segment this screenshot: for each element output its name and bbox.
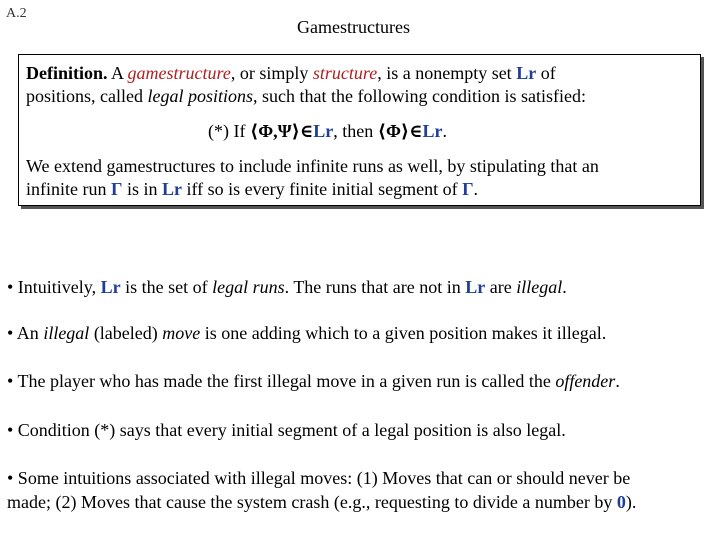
symbol-lr: Lr (422, 121, 443, 141)
text: is in (122, 179, 162, 199)
text: iff so is every finite initial segment of (181, 179, 463, 199)
text: made; (2) Moves that cause the system crash (e.g., requesting to divide a number by (7, 492, 617, 512)
symbol-lr: Lr (161, 179, 182, 199)
text: (*) If (208, 121, 250, 141)
definition-label: Definition. (26, 63, 108, 83)
text: . (562, 277, 567, 297)
term-legal-runs: legal runs (212, 277, 285, 297)
slide-title: Gamestructures (297, 17, 410, 37)
text: . (615, 371, 620, 391)
text: infinite run (26, 179, 111, 199)
condition-line (208, 121, 447, 142)
extension-line-1: We extend gamestructures to include infinite runs as well, by stipulating that an (26, 156, 599, 176)
text: A (107, 63, 128, 83)
bullet-1 (7, 277, 567, 298)
text: , then (333, 121, 378, 141)
text: . (473, 179, 479, 199)
number-zero: 0 (616, 492, 626, 512)
bullet-4: • Condition (*) says that every initial segment of a legal position is also legal. (7, 420, 566, 440)
bullet-5-line-2 (7, 492, 636, 513)
definition-box (18, 54, 701, 206)
term-illegal: illegal (43, 323, 90, 343)
text: positions, called (26, 86, 148, 106)
text: . The runs that are not in (284, 277, 466, 297)
term-illegal: illegal (516, 277, 563, 297)
term-offender: offender (555, 371, 616, 391)
bullet-5-line-1: • Some intuitions associated with illegal moves: (1) Moves that can or should never be (7, 468, 631, 488)
text: , is a nonempty set (377, 63, 517, 83)
term-move: move (162, 323, 201, 343)
formula: ⟨Φ,Ψ⟩∈ (249, 121, 314, 141)
formula: ⟨Φ⟩∈ (377, 121, 423, 141)
extension-line-2 (26, 179, 478, 200)
symbol-lr: Lr (313, 121, 334, 141)
symbol-lr: Lr (516, 63, 537, 83)
term-structure: structure (312, 63, 378, 83)
text: • An (7, 323, 44, 343)
symbol-gamma: Γ (462, 179, 474, 199)
text: . (442, 121, 447, 141)
text: • Intuitively, (7, 277, 101, 297)
symbol-gamma: Γ (110, 179, 123, 199)
text: , such that the following condition is satisfied: (253, 86, 586, 106)
text: are (485, 277, 517, 297)
term-legal-positions: legal positions (147, 86, 253, 106)
symbol-lr: Lr (465, 277, 486, 297)
text: is one adding which to a given position makes it illegal. (200, 323, 607, 343)
definition-line-2 (26, 86, 586, 107)
text: • The player who has made the first illegal move in a given run is called the (7, 371, 556, 391)
text: (labeled) (89, 323, 163, 343)
term-gamestructure: gamestructure (127, 63, 231, 83)
text: , or simply (230, 63, 313, 83)
text: of (536, 63, 556, 83)
text: is the set of (120, 277, 213, 297)
definition-line-1 (26, 63, 556, 84)
bullet-2 (7, 323, 606, 344)
slide-number: A.2 (6, 6, 27, 21)
symbol-lr: Lr (100, 277, 121, 297)
text: ). (625, 492, 637, 512)
bullet-3 (7, 371, 620, 392)
